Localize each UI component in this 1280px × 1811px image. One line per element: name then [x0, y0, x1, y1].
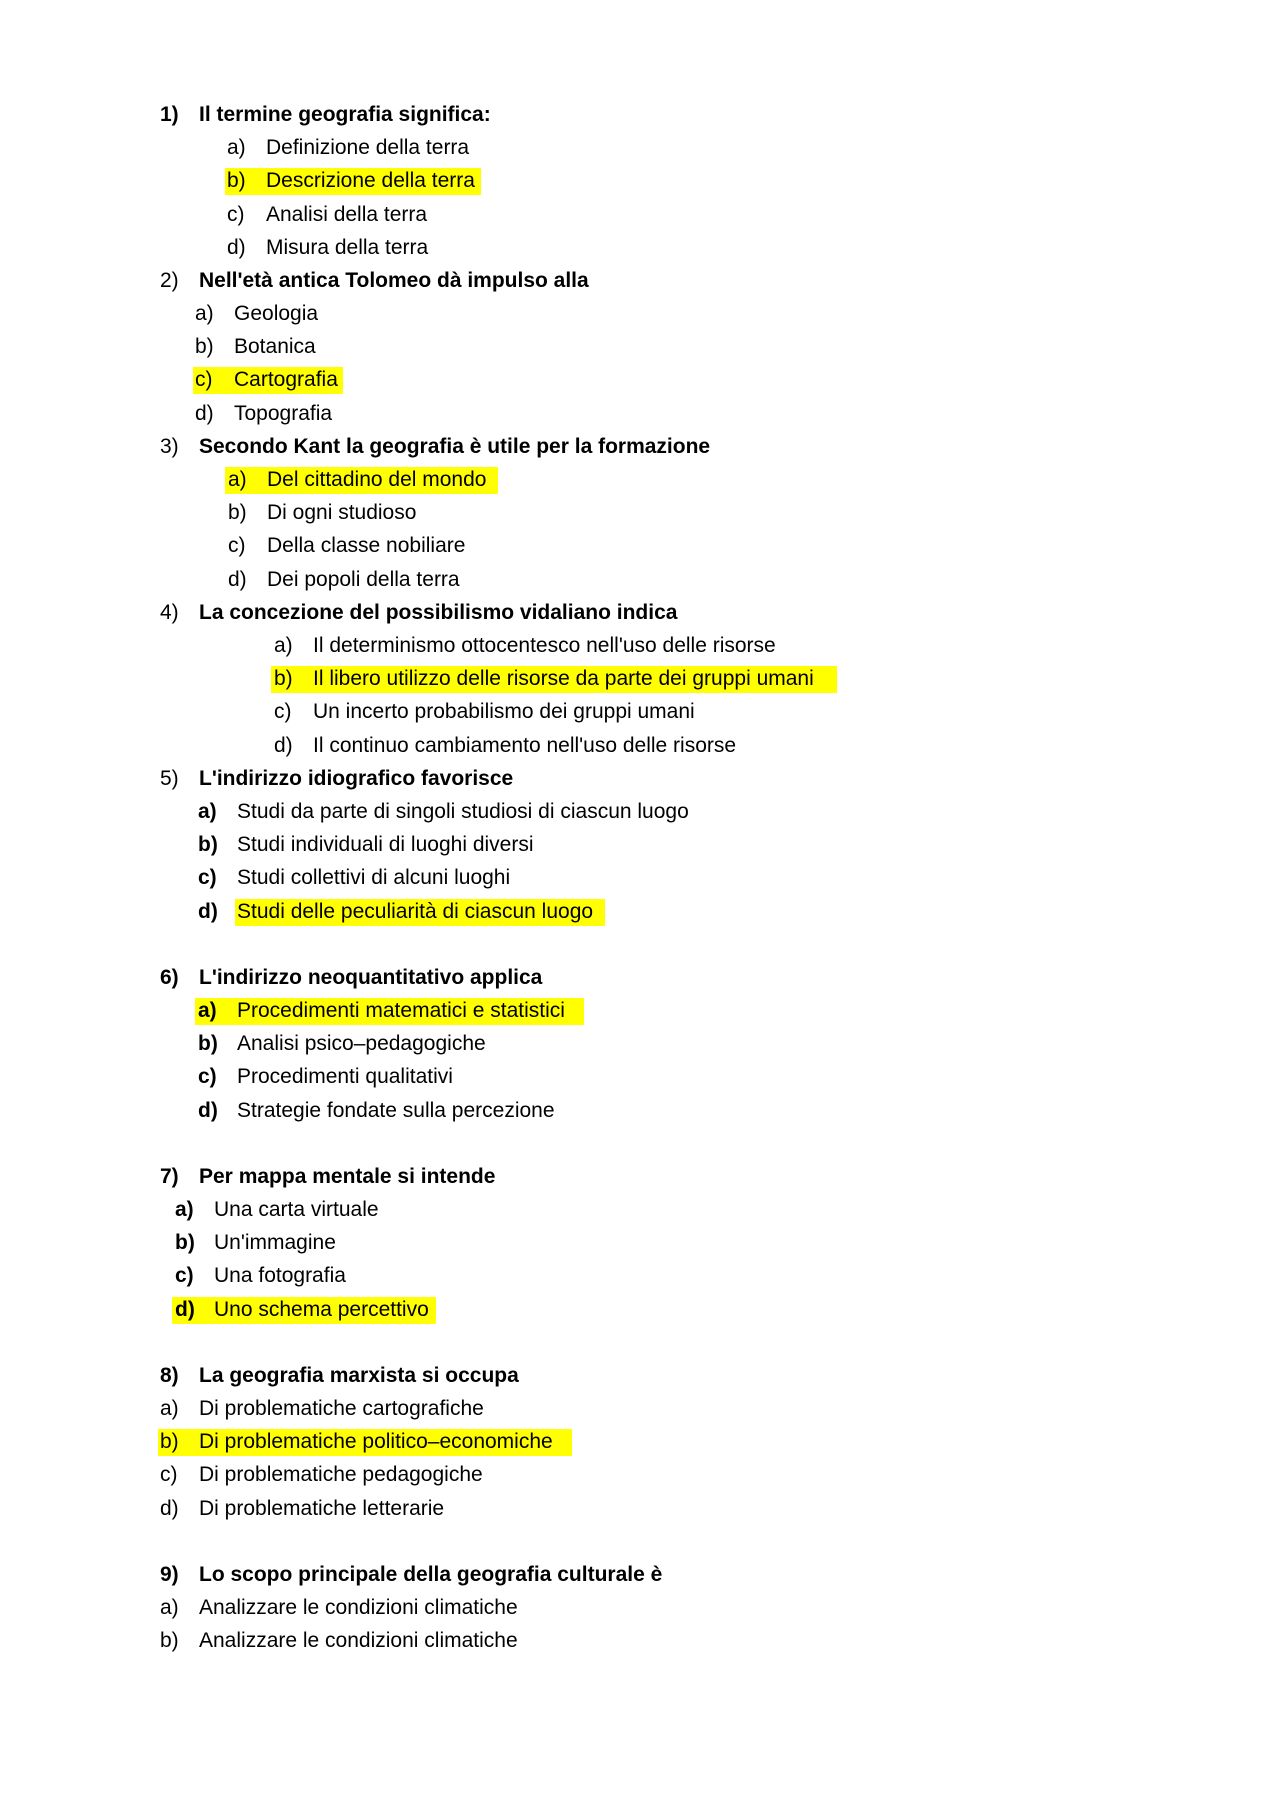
- question-text: Il termine geografia significa:: [199, 103, 491, 126]
- question-text: Secondo Kant la geografia è utile per la formazione: [199, 435, 711, 458]
- question-number: 6): [160, 966, 179, 989]
- option-text: Dei popoli della terra: [267, 568, 460, 591]
- option-text: Il libero utilizzo delle risorse da parte dei gruppi umani: [313, 667, 814, 690]
- option-label: a): [195, 302, 214, 325]
- option-label: a): [198, 800, 217, 823]
- question-number: 4): [160, 601, 179, 624]
- option-text: Una carta virtuale: [214, 1198, 379, 1221]
- option-label: a): [198, 999, 217, 1022]
- option-text: Definizione della terra: [266, 136, 470, 159]
- option-text: Uno schema percettivo: [214, 1298, 429, 1321]
- option-label: d): [227, 236, 246, 259]
- option-text: Un'immagine: [214, 1231, 336, 1254]
- option-text: Analizzare le condizioni climatiche: [199, 1596, 518, 1619]
- question-text: Lo scopo principale della geografia culturale è: [199, 1563, 663, 1586]
- option-text: Del cittadino del mondo: [267, 468, 487, 491]
- option-label: a): [160, 1397, 179, 1420]
- option-label: b): [198, 1032, 218, 1055]
- option-label: c): [198, 1065, 217, 1088]
- question-number: 1): [160, 103, 179, 126]
- question-text: La geografia marxista si occupa: [199, 1364, 519, 1387]
- question-number: 5): [160, 767, 179, 790]
- option-label: b): [227, 169, 246, 192]
- option-text: Misura della terra: [266, 236, 429, 259]
- option-label: b): [160, 1430, 179, 1453]
- option-text: Il continuo cambiamento nell'uso delle risorse: [313, 734, 737, 757]
- option-label: d): [228, 568, 247, 591]
- option-text: Di ogni studioso: [267, 501, 417, 524]
- option-text: Della classe nobiliare: [267, 534, 466, 557]
- option-text: Procedimenti qualitativi: [237, 1065, 453, 1088]
- option-label: d): [198, 900, 218, 923]
- question-text: Nell'età antica Tolomeo dà impulso alla: [199, 269, 589, 292]
- option-label: b): [198, 833, 218, 856]
- option-label: c): [175, 1264, 194, 1287]
- option-text: Una fotografia: [214, 1264, 346, 1287]
- question-number: 3): [160, 435, 179, 458]
- question-number: 8): [160, 1364, 179, 1387]
- option-text: Procedimenti matematici e statistici: [237, 999, 565, 1022]
- option-text: Cartografia: [234, 368, 338, 391]
- option-label: d): [198, 1099, 218, 1122]
- option-text: Botanica: [234, 335, 316, 358]
- question-text: L'indirizzo idiografico favorisce: [199, 767, 514, 790]
- option-label: a): [274, 634, 293, 657]
- option-text: Un incerto probabilismo dei gruppi umani: [313, 700, 695, 723]
- option-text: Di problematiche politico–economiche: [199, 1430, 553, 1453]
- option-label: c): [195, 368, 213, 391]
- option-text: Studi collettivi di alcuni luoghi: [237, 866, 511, 889]
- option-text: Analizzare le condizioni climatiche: [199, 1629, 518, 1652]
- option-text: Descrizione della terra: [266, 169, 475, 192]
- option-text: Topografia: [234, 402, 333, 425]
- option-text: Di problematiche cartografiche: [199, 1397, 484, 1420]
- option-label: d): [175, 1298, 195, 1321]
- option-label: d): [274, 734, 293, 757]
- option-label: c): [160, 1463, 178, 1486]
- option-text: Analisi della terra: [266, 203, 428, 226]
- option-label: c): [198, 866, 217, 889]
- option-label: d): [160, 1497, 179, 1520]
- question-text: Per mappa mentale si intende: [199, 1165, 496, 1188]
- option-label: a): [228, 468, 247, 491]
- question-number: 2): [160, 269, 179, 292]
- question-number: 7): [160, 1165, 179, 1188]
- option-label: c): [227, 203, 245, 226]
- option-text: Geologia: [234, 302, 319, 325]
- option-label: a): [175, 1198, 194, 1221]
- option-text: Di problematiche letterarie: [199, 1497, 445, 1520]
- option-label: b): [160, 1629, 179, 1652]
- option-label: b): [195, 335, 214, 358]
- option-label: b): [228, 501, 247, 524]
- option-text: Studi delle peculiarità di ciascun luogo: [237, 900, 594, 923]
- option-text: Di problematiche pedagogiche: [199, 1463, 483, 1486]
- option-label: c): [228, 534, 246, 557]
- option-text: Studi da parte di singoli studiosi di ciascun luogo: [237, 800, 689, 823]
- option-text: Strategie fondate sulla percezione: [237, 1099, 555, 1122]
- option-text: Studi individuali di luoghi diversi: [237, 833, 534, 856]
- option-label: c): [274, 700, 292, 723]
- option-label: a): [227, 136, 246, 159]
- question-number: 9): [160, 1563, 179, 1586]
- question-text: L'indirizzo neoquantitativo applica: [199, 966, 543, 989]
- option-label: b): [175, 1231, 195, 1254]
- option-label: b): [274, 667, 293, 690]
- question-text: La concezione del possibilismo vidaliano indica: [199, 601, 678, 624]
- option-label: d): [195, 402, 214, 425]
- option-text: Analisi psico–pedagogiche: [237, 1032, 486, 1055]
- option-label: a): [160, 1596, 179, 1619]
- option-text: Il determinismo ottocentesco nell'uso delle risorse: [313, 634, 776, 657]
